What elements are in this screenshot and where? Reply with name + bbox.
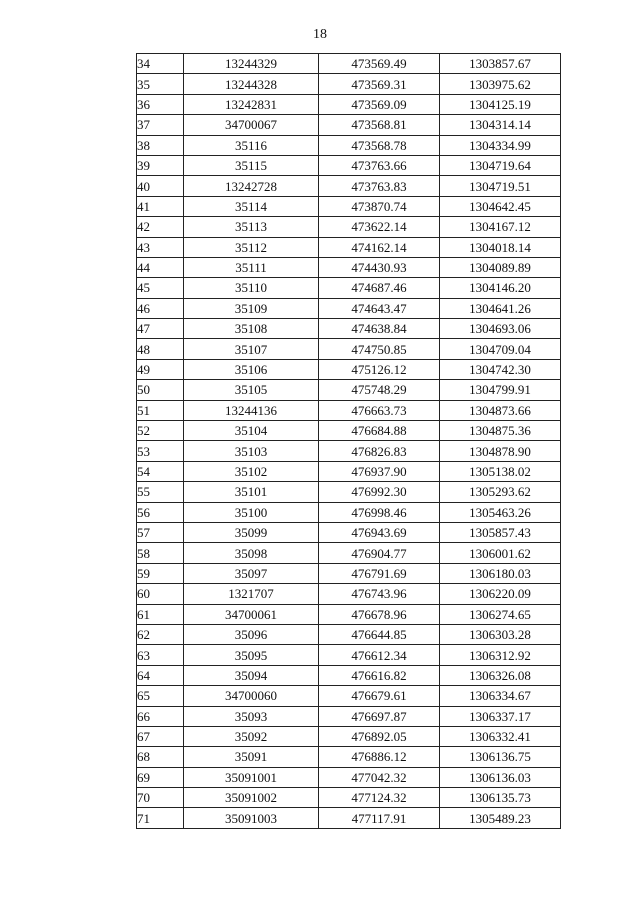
point-number-cell: 34 [137,54,184,74]
y-coordinate-cell: 1305489.23 [440,808,561,828]
point-number-cell: 63 [137,645,184,665]
table-row [137,645,561,665]
point-number-cell: 35 [137,74,184,94]
point-id-cell: 35091002 [184,788,319,808]
x-coordinate-cell: 476663.73 [319,400,440,420]
point-number-cell: 37 [137,115,184,135]
x-coordinate-cell: 474750.85 [319,339,440,359]
point-number-cell: 48 [137,339,184,359]
point-id-cell: 35103 [184,441,319,461]
x-coordinate-cell: 473622.14 [319,217,440,237]
y-coordinate-cell: 1306337.17 [440,706,561,726]
point-id-cell: 35115 [184,155,319,175]
y-coordinate-cell: 1304799.91 [440,380,561,400]
table-row [137,298,561,318]
point-number-cell: 55 [137,482,184,502]
x-coordinate-cell: 473763.83 [319,176,440,196]
point-number-cell: 47 [137,319,184,339]
x-coordinate-cell: 476943.69 [319,522,440,542]
x-coordinate-cell: 477124.32 [319,788,440,808]
y-coordinate-cell: 1304334.99 [440,135,561,155]
table-row [137,74,561,94]
point-id-cell: 35098 [184,543,319,563]
table-row [137,461,561,481]
table-row [137,482,561,502]
x-coordinate-cell: 476612.34 [319,645,440,665]
table-row [137,54,561,74]
y-coordinate-cell: 1306326.08 [440,665,561,685]
y-coordinate-cell: 1304875.36 [440,421,561,441]
point-number-cell: 40 [137,176,184,196]
table-row [137,196,561,216]
point-number-cell: 70 [137,788,184,808]
x-coordinate-cell: 474638.84 [319,319,440,339]
y-coordinate-cell: 1304018.14 [440,237,561,257]
point-number-cell: 64 [137,665,184,685]
point-id-cell: 35099 [184,522,319,542]
y-coordinate-cell: 1306334.67 [440,686,561,706]
x-coordinate-cell: 476684.88 [319,421,440,441]
point-number-cell: 67 [137,726,184,746]
point-id-cell: 35108 [184,319,319,339]
coordinates-table-body [137,54,561,829]
point-id-cell: 13244136 [184,400,319,420]
table-row [137,237,561,257]
point-id-cell: 35091003 [184,808,319,828]
y-coordinate-cell: 1304089.89 [440,257,561,277]
point-number-cell: 56 [137,502,184,522]
point-id-cell: 13244329 [184,54,319,74]
y-coordinate-cell: 1306220.09 [440,584,561,604]
point-id-cell: 35093 [184,706,319,726]
table-row [137,584,561,604]
y-coordinate-cell: 1303857.67 [440,54,561,74]
x-coordinate-cell: 476791.69 [319,563,440,583]
point-id-cell: 13244328 [184,74,319,94]
point-id-cell: 35091001 [184,767,319,787]
y-coordinate-cell: 1306001.62 [440,543,561,563]
point-number-cell: 38 [137,135,184,155]
x-coordinate-cell: 476678.96 [319,604,440,624]
y-coordinate-cell: 1304878.90 [440,441,561,461]
table-row [137,808,561,828]
y-coordinate-cell: 1304709.04 [440,339,561,359]
point-number-cell: 68 [137,747,184,767]
point-id-cell: 35114 [184,196,319,216]
x-coordinate-cell: 476616.82 [319,665,440,685]
x-coordinate-cell: 473870.74 [319,196,440,216]
point-number-cell: 54 [137,461,184,481]
point-id-cell: 35101 [184,482,319,502]
table-row [137,522,561,542]
page-number: 18 [313,27,327,42]
point-number-cell: 36 [137,94,184,114]
point-number-cell: 51 [137,400,184,420]
y-coordinate-cell: 1304742.30 [440,359,561,379]
table-row [137,604,561,624]
y-coordinate-cell: 1304146.20 [440,278,561,298]
y-coordinate-cell: 1305138.02 [440,461,561,481]
x-coordinate-cell: 473763.66 [319,155,440,175]
point-id-cell: 35116 [184,135,319,155]
y-coordinate-cell: 1305857.43 [440,522,561,542]
table-row [137,257,561,277]
x-coordinate-cell: 476904.77 [319,543,440,563]
point-id-cell: 35112 [184,237,319,257]
x-coordinate-cell: 476992.30 [319,482,440,502]
y-coordinate-cell: 1304167.12 [440,217,561,237]
table-row [137,686,561,706]
table-row [137,339,561,359]
table-row [137,319,561,339]
point-number-cell: 60 [137,584,184,604]
y-coordinate-cell: 1304693.06 [440,319,561,339]
x-coordinate-cell: 476743.96 [319,584,440,604]
x-coordinate-cell: 476998.46 [319,502,440,522]
y-coordinate-cell: 1304642.45 [440,196,561,216]
point-id-cell: 35105 [184,380,319,400]
x-coordinate-cell: 474687.46 [319,278,440,298]
point-id-cell: 35110 [184,278,319,298]
point-number-cell: 42 [137,217,184,237]
y-coordinate-cell: 1304719.51 [440,176,561,196]
table-row [137,788,561,808]
point-id-cell: 34700060 [184,686,319,706]
table-row [137,176,561,196]
point-id-cell: 35095 [184,645,319,665]
y-coordinate-cell: 1303975.62 [440,74,561,94]
point-id-cell: 35092 [184,726,319,746]
point-id-cell: 35113 [184,217,319,237]
x-coordinate-cell: 473569.09 [319,94,440,114]
point-id-cell: 13242831 [184,94,319,114]
point-number-cell: 69 [137,767,184,787]
point-number-cell: 59 [137,563,184,583]
x-coordinate-cell: 476697.87 [319,706,440,726]
point-id-cell: 35097 [184,563,319,583]
x-coordinate-cell: 474643.47 [319,298,440,318]
point-number-cell: 53 [137,441,184,461]
table-row [137,665,561,685]
table-row [137,278,561,298]
point-id-cell: 35104 [184,421,319,441]
y-coordinate-cell: 1306180.03 [440,563,561,583]
x-coordinate-cell: 476644.85 [319,624,440,644]
y-coordinate-cell: 1304873.66 [440,400,561,420]
point-number-cell: 57 [137,522,184,542]
point-id-cell: 35096 [184,624,319,644]
point-number-cell: 61 [137,604,184,624]
table-row [137,94,561,114]
point-number-cell: 44 [137,257,184,277]
point-number-cell: 45 [137,278,184,298]
table-row [137,563,561,583]
table-row [137,217,561,237]
coordinates-table [136,53,561,829]
point-id-cell: 35100 [184,502,319,522]
point-number-cell: 62 [137,624,184,644]
y-coordinate-cell: 1306135.73 [440,788,561,808]
y-coordinate-cell: 1304719.64 [440,155,561,175]
table-row [137,726,561,746]
y-coordinate-cell: 1306274.65 [440,604,561,624]
y-coordinate-cell: 1306303.28 [440,624,561,644]
table-row [137,543,561,563]
y-coordinate-cell: 1304641.26 [440,298,561,318]
x-coordinate-cell: 476679.61 [319,686,440,706]
x-coordinate-cell: 475748.29 [319,380,440,400]
table-row [137,359,561,379]
x-coordinate-cell: 476886.12 [319,747,440,767]
point-id-cell: 1321707 [184,584,319,604]
x-coordinate-cell: 477117.91 [319,808,440,828]
x-coordinate-cell: 476826.83 [319,441,440,461]
point-number-cell: 52 [137,421,184,441]
x-coordinate-cell: 474430.93 [319,257,440,277]
y-coordinate-cell: 1304125.19 [440,94,561,114]
table-row [137,747,561,767]
table-row [137,155,561,175]
table-row [137,624,561,644]
y-coordinate-cell: 1306312.92 [440,645,561,665]
point-number-cell: 50 [137,380,184,400]
point-id-cell: 34700067 [184,115,319,135]
x-coordinate-cell: 474162.14 [319,237,440,257]
y-coordinate-cell: 1305463.26 [440,502,561,522]
point-id-cell: 35091 [184,747,319,767]
y-coordinate-cell: 1306136.03 [440,767,561,787]
point-number-cell: 46 [137,298,184,318]
y-coordinate-cell: 1306136.75 [440,747,561,767]
table-row [137,706,561,726]
point-id-cell: 13242728 [184,176,319,196]
point-id-cell: 35107 [184,339,319,359]
table-row [137,135,561,155]
x-coordinate-cell: 473568.78 [319,135,440,155]
point-id-cell: 34700061 [184,604,319,624]
table-row [137,115,561,135]
x-coordinate-cell: 476892.05 [319,726,440,746]
point-number-cell: 66 [137,706,184,726]
table-row [137,380,561,400]
point-id-cell: 35106 [184,359,319,379]
table-row [137,421,561,441]
point-number-cell: 43 [137,237,184,257]
point-id-cell: 35094 [184,665,319,685]
table-row [137,400,561,420]
point-number-cell: 65 [137,686,184,706]
point-number-cell: 49 [137,359,184,379]
point-id-cell: 35111 [184,257,319,277]
x-coordinate-cell: 473568.81 [319,115,440,135]
x-coordinate-cell: 475126.12 [319,359,440,379]
point-number-cell: 58 [137,543,184,563]
y-coordinate-cell: 1304314.14 [440,115,561,135]
x-coordinate-cell: 477042.32 [319,767,440,787]
point-id-cell: 35102 [184,461,319,481]
point-number-cell: 41 [137,196,184,216]
table-row [137,767,561,787]
x-coordinate-cell: 476937.90 [319,461,440,481]
point-number-cell: 39 [137,155,184,175]
x-coordinate-cell: 473569.49 [319,54,440,74]
point-id-cell: 35109 [184,298,319,318]
y-coordinate-cell: 1306332.41 [440,726,561,746]
point-number-cell: 71 [137,808,184,828]
table-row [137,502,561,522]
x-coordinate-cell: 473569.31 [319,74,440,94]
table-row [137,441,561,461]
y-coordinate-cell: 1305293.62 [440,482,561,502]
